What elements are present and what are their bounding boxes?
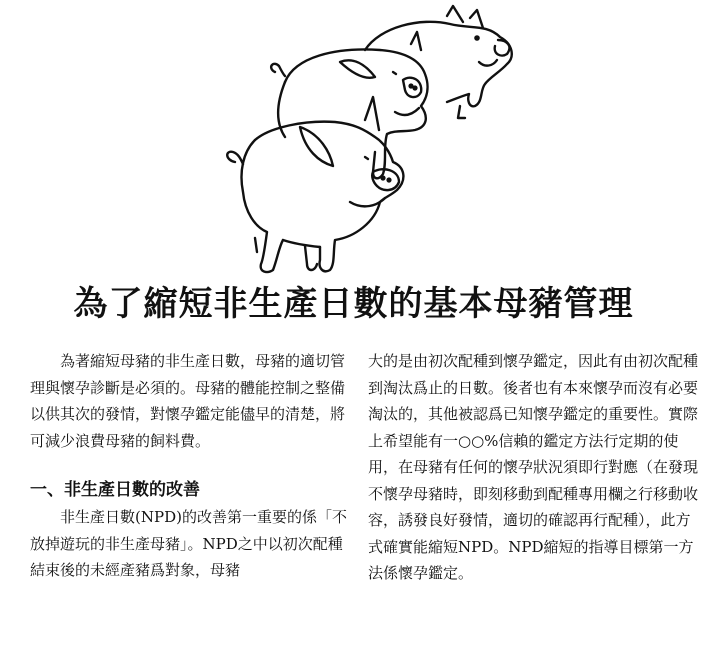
right-column-paragraph: 大的是由初次配種到懷孕鑑定，因此有由初次配種到淘汰爲止的日數。後者也有本來懷孕而沒有必要淘汰的，其他被認爲已知懷孕鑑定的重要性。實際上希望能有一○○%信賴的鑑定方法行定期的使用，在母豬有任何的懷孕狀況須即行對應（在發現不懷孕母豬時，即刻移動到配種專用欄之行移動收容，誘發良好發情，適切的確認再行配種），此方式確實能縮短NPD。NPD縮短的指導目標第一方法係懷孕鑑定。 [368,352,699,582]
left-column [30,348,350,584]
front-pig [227,97,403,272]
right-column [360,348,700,587]
three-pigs-drawing-icon [215,2,515,274]
section-heading: 一、非生產日數的改善 [30,480,200,500]
pigs-illustration [215,2,515,274]
article-title: 為了縮短非生產日數的基本母豬管理 [73,284,634,324]
section-paragraph: 非生產日數(NPD)的改善第一重要的係「不放掉遊玩的非生產母豬」。NPD之中以初次配種結束後的未經產豬爲對象，母豬 [30,508,347,579]
back-pig [365,6,512,118]
middle-pig [271,32,427,178]
intro-paragraph: 為著縮短母豬的非生產日數，母豬的適切管理與懷孕診斷是必須的。母豬的體能控制之整備以供其次的發情，對懷孕鑑定能儘早的清楚，將可減少浪費母豬的飼料費。 [30,352,346,450]
